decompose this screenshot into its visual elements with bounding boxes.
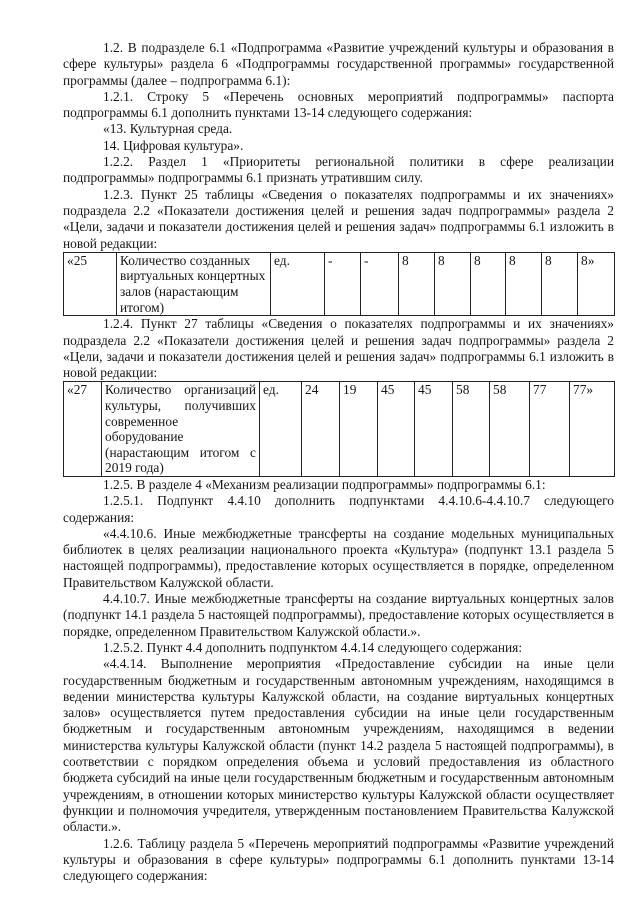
para-1-2-4: 1.2.4. Пункт 27 таблицы «Сведения о показателях подпрограммы и их значениях» подраздела 2.2 «Показатели достижения целей и решения задач подпрограммы» раздела 2 «Цели, задачи и показатели достижения целей и решения задач» подпрограммы 6.1 изложить в новой редакции: <box>63 316 614 381</box>
para-4-4-10-7: 4.4.10.7. Иные межбюджетные трансферты на создание виртуальных концертных залов (подпункт 14.1 раздела 5 настоящей подпрограммы), предоставление которых осуществляется в порядке, определенном Правительством Калужской области.». <box>63 591 614 639</box>
table-cell-num: «25 <box>64 252 117 315</box>
table-row <box>64 382 615 477</box>
indicator-table-27 <box>63 381 615 477</box>
para-1-2-5-1: 1.2.5.1. Подпункт 4.4.10 дополнить подпунктами 4.4.10.6-4.4.10.7 следующего содержания: <box>63 493 614 525</box>
table-cell-value: 58 <box>490 382 530 477</box>
table-cell-value: 24 <box>302 382 340 477</box>
para-1-2-5-2: 1.2.5.2. Пункт 4.4 дополнить подпунктом 4.4.14 следующего содержания: <box>103 639 523 655</box>
para-4-4-14: «4.4.14. Выполнение мероприятия «Предоставление субсидии на иные цели государственным бюджетным и государственным автономным учреждениям, находящимся в ведении министерства культуры Калужской области, на создание виртуальных концертных залов» осуществляется путем предоставления субсидии на иные цели государственным бюджетным и государственным автономным учреждениям, находящимся в ведении министерства культуры Калужской области (пункт 14.2 раздела 5 настоящей подпрограммы), в соответствии с порядком определения объема и условий предоставления из областного бюджета субсидий на иные цели государственным бюджетным и государственным автономным учреждениям, в отношении которых министерство культуры Калужской области осуществляет функции и полномочия учредителя, утвержденным постановлением Правительства Калужской области.». <box>63 656 614 835</box>
para-4-4-10-6: «4.4.10.6. Иные межбюджетные трансферты на создание модельных муниципальных библиотек в целях реализации национального проекта «Культура» (подпункт 13.1 раздела 5 настоящей подпрограммы), предоставление которых осуществляется в порядке, определенном Правительством Калужской области. <box>63 525 614 590</box>
table-cell-num: «27 <box>64 382 102 477</box>
table-row <box>64 252 615 315</box>
para-1-2-1: 1.2.1. Строку 5 «Перечень основных мероприятий подпрограммы» паспорта подпрограммы 6.1 дополнить пунктами 13-14 следующего содержания: <box>63 88 614 121</box>
table-cell-value: 45 <box>415 382 453 477</box>
table-cell-name: Количество созданных виртуальных концертных залов (нарастающим итогом) <box>117 252 271 315</box>
table-cell-value: 77 <box>530 382 570 477</box>
table-cell-value: 8 <box>506 252 542 315</box>
table-cell-value: 8 <box>542 252 578 315</box>
para-1-2-5: 1.2.5. В разделе 4 «Механизм реализации подпрограммы» подпрограммы 6.1: <box>103 476 546 492</box>
table-cell-unit: ед. <box>260 382 302 477</box>
indicator-table-25 <box>63 252 615 316</box>
table-cell-value: 8 <box>471 252 506 315</box>
table-cell-name: Количество организаций культуры, получивших современное оборудование (нарастающим итогом с 2019 года) <box>102 382 260 477</box>
table-cell-value: 58 <box>453 382 490 477</box>
table-cell-value: 8 <box>399 252 435 315</box>
para-item-14: 14. Цифровая культура». <box>103 137 244 153</box>
table-cell-value: 45 <box>378 382 415 477</box>
document-page <box>63 40 614 884</box>
table-cell-value: - <box>325 252 361 315</box>
table-cell-value: 19 <box>340 382 378 477</box>
table-cell-value: 8» <box>578 252 615 315</box>
table-cell-value: - <box>361 252 399 315</box>
table-cell-value: 77» <box>570 382 615 477</box>
para-1-2-6: 1.2.6. Таблицу раздела 5 «Перечень мероприятий подпрограммы «Развитие учреждений культуры и образования в сфере культуры» подпрограммы 6.1 дополнить пунктами 13-14 следующего содержания: <box>63 835 614 884</box>
para-1-2-2: 1.2.2. Раздел 1 «Приоритеты региональной политики в сфере реализации подпрограммы» подпрограммы 6.1 признать утратившим силу. <box>63 154 614 186</box>
para-1-2-3: 1.2.3. Пункт 25 таблицы «Сведения о показателях подпрограммы и их значениях» подраздела 2.2 «Показатели достижения целей и решения задач подпрограммы» раздела 2 «Цели, задачи и показатели достижения целей и решения задач» подпрограммы 6.1 изложить в новой редакции: <box>63 186 614 251</box>
para-item-13: «13. Культурная среда. <box>103 121 233 137</box>
table-cell-value: 8 <box>435 252 471 315</box>
table-cell-unit: ед. <box>271 252 325 315</box>
para-1-2: 1.2. В подразделе 6.1 «Подпрограмма «Развитие учреждений культуры и образования в сфере культуры» раздела 6 «Подпрограммы государственной программы» государственной программы (далее – подпрограмма 6.1): <box>63 40 614 88</box>
